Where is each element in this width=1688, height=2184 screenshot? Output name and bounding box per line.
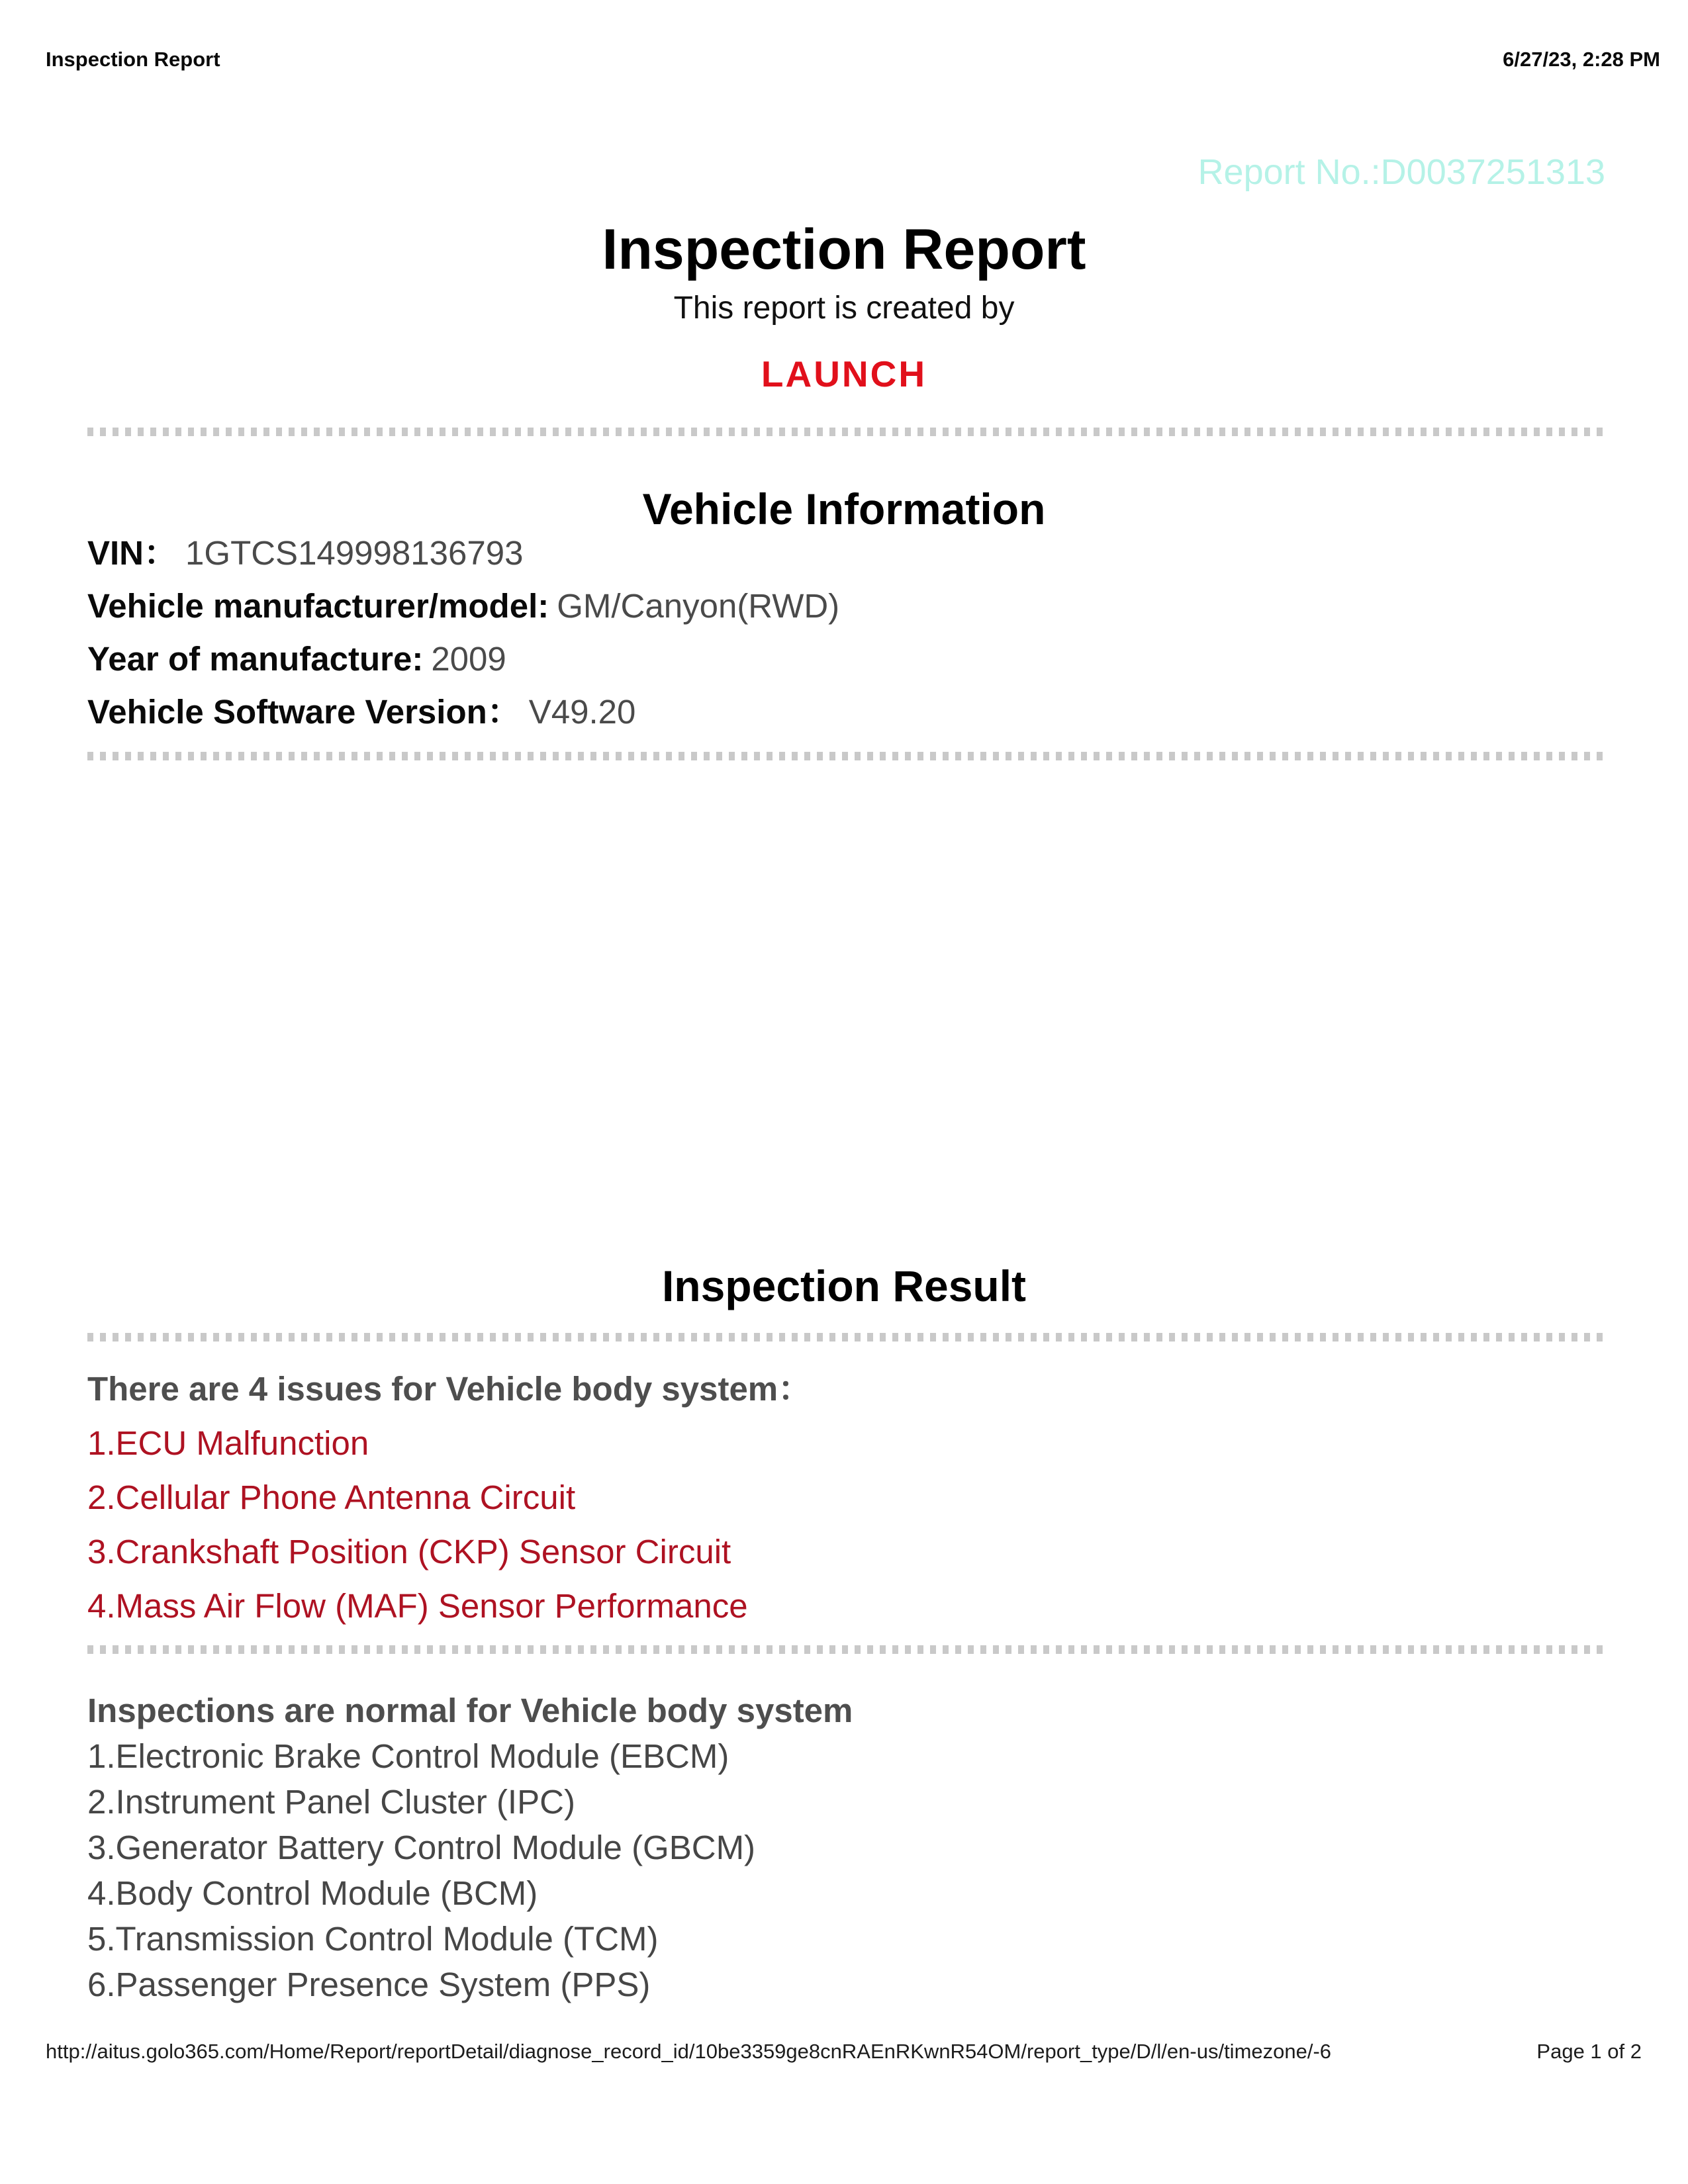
vehicle-info-field-vin (87, 527, 1602, 580)
report-subtitle: This report is created by (673, 291, 1015, 326)
vehicle-information-heading: Vehicle Information (642, 484, 1046, 533)
normal-list (87, 1688, 1602, 2007)
normal-item: 6.Passenger Presence System (PPS) (87, 1966, 651, 2003)
field-label: Year of manufacture: (87, 640, 424, 678)
normal-item: 4.Body Control Module (BCM) (87, 1874, 538, 1912)
field-label: Vehicle manufacturer/model: (87, 587, 549, 625)
field-label: VIN： (87, 534, 178, 572)
dotted-divider-result-top (87, 1333, 1605, 1342)
print-header-datetime: 6/27/23, 2:28 PM (1503, 48, 1660, 71)
print-footer-page: Page 1 of 2 (1536, 2040, 1642, 2063)
field-label: Vehicle Software Version： (87, 693, 521, 731)
normal-item: 2.Instrument Panel Cluster (IPC) (87, 1783, 575, 1821)
field-value: 2009 (431, 640, 506, 678)
inspection-result-heading: Inspection Result (661, 1261, 1027, 1310)
issue-item: 2.Cellular Phone Antenna Circuit (87, 1479, 576, 1516)
issue-item: 3.Crankshaft Position (CKP) Sensor Circuit (87, 1533, 731, 1570)
issue-item: 1.ECU Malfunction (87, 1424, 369, 1462)
report-number: Report No.:D0037251313 (1197, 152, 1605, 192)
issues-list (87, 1362, 1602, 1633)
vehicle-information-fields (87, 527, 1602, 739)
normal-item: 5.Transmission Control Module (TCM) (87, 1920, 659, 1958)
vehicle-info-field-software (87, 686, 1602, 739)
normal-item: 1.Electronic Brake Control Module (EBCM) (87, 1737, 729, 1775)
report-title: Inspection Report (602, 218, 1086, 281)
print-header (46, 48, 1660, 71)
normal-heading: Inspections are normal for Vehicle body system (87, 1692, 853, 1729)
normal-item: 3.Generator Battery Control Module (GBCM) (87, 1829, 756, 1866)
field-value: GM/Canyon(RWD) (557, 587, 840, 625)
print-footer (46, 2040, 1642, 2064)
print-footer-url: http://aitus.golo365.com/Home/Report/reportDetail/diagnose_record_id/10be3359ge8cnRAEnRKwnR54OM/report_type/D/l/en-us/timezone/-6 (46, 2040, 1332, 2063)
field-value: 1GTCS149998136793 (185, 534, 524, 572)
issue-item: 4.Mass Air Flow (MAF) Sensor Performance (87, 1587, 748, 1625)
vehicle-info-field-model (87, 580, 1602, 633)
issues-heading: There are 4 issues for Vehicle body system： (87, 1370, 812, 1408)
launch-logo: LAUNCH (761, 353, 927, 394)
dotted-divider-issues-bottom (87, 1645, 1605, 1654)
dotted-divider-top (87, 428, 1605, 436)
vehicle-info-field-year (87, 633, 1602, 686)
print-header-title: Inspection Report (46, 48, 220, 71)
dotted-divider-vehicle-info-bottom (87, 752, 1605, 760)
field-value: V49.20 (528, 693, 636, 731)
